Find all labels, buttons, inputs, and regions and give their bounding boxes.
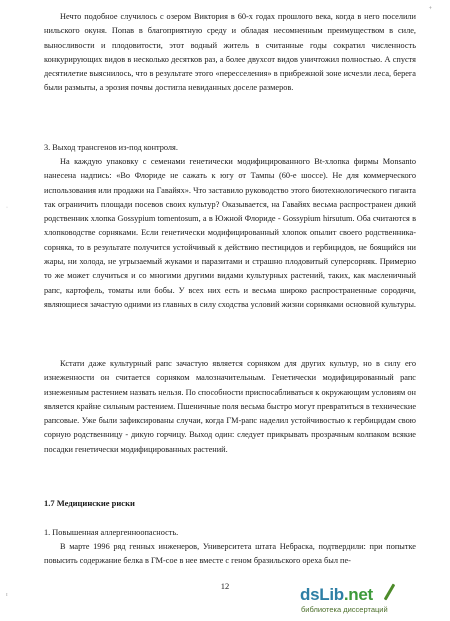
section-heading-medical-risks: 1.7 Медицинские риски — [44, 498, 135, 508]
paragraph-bt-cotton: На каждую упаковку с семенами генетически модифицированного Bt-хлопка фирмы Monsanto нанесена надпись: «Во Флориде не сажать к югу от Тампы (60-е шоссе). Не для коммерческого использования или продажи на Гавайях». Что заставило руководство этого биотехнологического гиганта так ограничить площади посевов своих культур? Оказывается, на Гавайях весьма распространен дикий родственник хлопка Gossypium tomentosum, а в Южной Флориде - Gossypium hirsutum. Оба считаются в хлопководстве сорняками. Если генетически модифицированный хлопок опылит своего родственника-сорняка, то в результате получится устойчивый к действию пестицидов и гербицидов, не боящийся ни жары, ни холода, не угрызаемый жуками и паразитами и страшно плодовитый суперсорняк. Примерно то же может случиться и со многими другими видами культурных растений, таких, как масленичный рапс, картофель, томаты или бобы. У всех них есть и весьма широко распространенные сородичи, являющиеся зачастую одними из главных в силу сходства условий жизни сорняками основной культуры. — [44, 157, 416, 309]
corner-mark: + — [428, 6, 432, 12]
section-title-transgenes: 3. Выход трансгенов из-под контроля. — [44, 143, 178, 152]
item-title-allergenicity: 1. Повышенная аллергенноопасность. — [44, 528, 179, 537]
margin-mark: ɪ — [6, 592, 8, 598]
watermark-logo-text: dsLib.net — [300, 585, 373, 604]
margin-mark: · — [6, 205, 8, 211]
paragraph-rapeseed: Кстати даже культурный рапс зачастую является сорняком для других культур, но в силу его изнеженности он считается сорняком малозначительным. Генетически модифицированный рапс изнеженным растением назвать нельзя. По способности приспосабливаться к окружающим условиям он является крайне сильным растением. Пшеничные поля весьма быстро могут превратиться в технические рапсовые. Уже были зафиксированы случаи, когда ГМ-рапс наделил устойчивостью к гербицидам свою сорную родственницу - дикую горчицу. Выход один: следует прикрывать прозрачным колпаком всякие посадки генетически модифицированных растений. — [44, 359, 417, 454]
paragraph-victoria-lake: Нечто подобное случилось с озером Виктория в 60-х годах прошлого века, когда в него поселили нильского окуня. Попав в благоприятную среду и обладая несомненным преимуществом в силе, выносливости и плодовитости, этот водный житель в считанные годы сократил численность конкурирующих видов в несколько десятков раз, а более двухсот видов уничтожил полностью. А спустя десятилетие выяснилось, что в результате этого «пересселения» в прибрежной зоне исчезли леса, берега были размыты, а эрозия почвы достигла невиданных доселе размеров. — [44, 12, 416, 93]
paragraph-nebraska: В марте 1996 ряд генных инженеров, Университета штата Небраска, подтвердили: при попытке повысить содержание белка в ГМ-сое в нее вместе с геном бразильского ореха был пе- — [44, 542, 416, 566]
page-number: 12 — [220, 581, 230, 591]
watermark-logo[interactable] — [300, 585, 440, 615]
watermark-tagline: библиотека диссертаций — [301, 605, 388, 614]
